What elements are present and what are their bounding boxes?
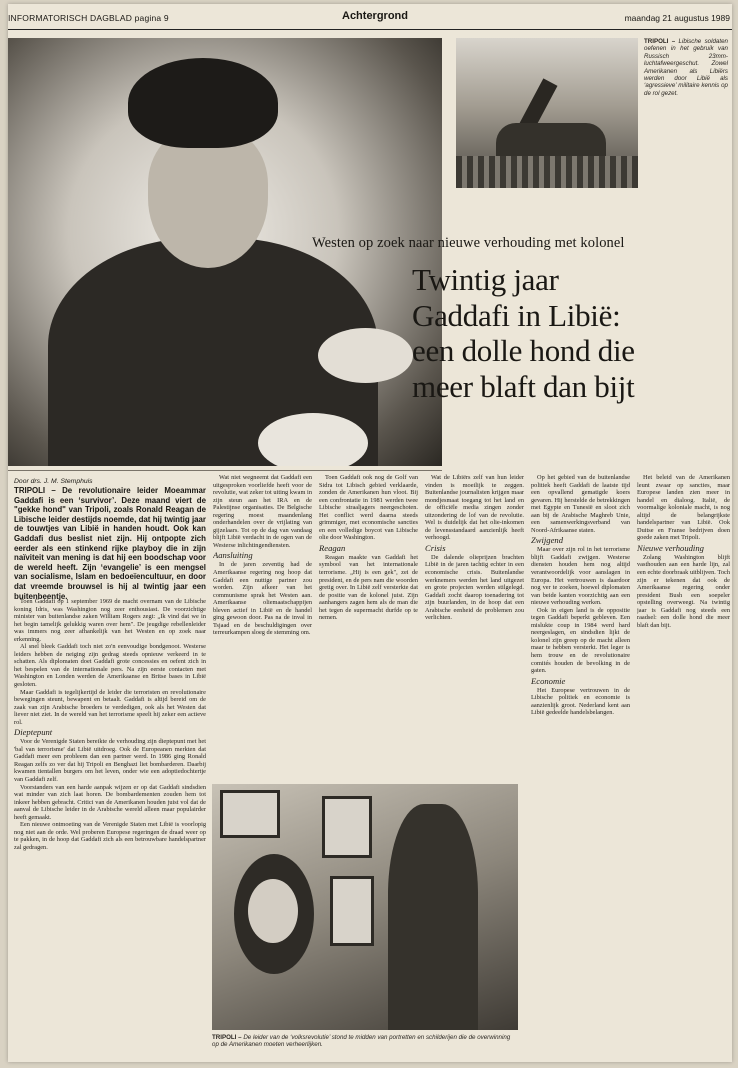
- article-subheadline: Westen op zoek naar nieuwe verhouding met kolonel: [312, 235, 625, 251]
- subheading-crisis: Crisis: [425, 542, 446, 553]
- newspaper-page: [8, 4, 732, 1062]
- subheading-aansluiting: Aansluiting: [213, 550, 253, 561]
- masthead-paper-name: INFORMATORISCH DAGBLAD pagina 9: [8, 13, 169, 23]
- room-photo-caption: TRIPOLI – De leider van de ‘volksrevolutie’ stond te midden van portretten en schilderijen die de overwinning op de Amerikanen moeten verheerlijken.: [212, 1034, 511, 1049]
- subheading-reagan: Reagan: [319, 542, 346, 553]
- article-lead: TRIPOLI – De revolutionaire leider Moeammar Gaddafi is een ‘survivor’. Deze maand viert de "gekke hond" van Tripoli, zoals Ronald Reagan de Libische leider destijds noemde, dat hij twintig jaar de touwtjes van Libië in handen houdt. Ook kan Gaddafi dus beslist niet zijn. Hij ontpopte zich eerder als een stinkend rijke playboy die in zijn naïviteit van mening is dat hij een boodschap voor de wereld heeft. Zijn ‘evangelie’ is een mengsel van socialisme, Islam en bedoeïencultuur, en door dat vreemde brouwsel is hij al twintig jaar een buitenbeentje.: [14, 486, 206, 601]
- column-6: Het beleid van de Amerikanen leunt zwaar op sancties, maar Europese landen zien meer in handel en dialoog. Italië, de voormalige koloniale macht, is nog altijd de belangrijkste handelspartner van Libië. Ook Duitse en Franse bedrijven doen goede zaken met Tripoli. Nieuwe verhouding Zolang Washington blijft vasthouden aan een harde lijn, zal een echte doorbraak uitblijven. Toch zijn er tekenen dat ook de Amerikaanse regering onder president Bush een soepeler opstelling overweegt. Na twintig jaar is Gaddafi nog steeds een raadsel: een dolle hond die meer blaft dan bijt.: [637, 474, 730, 629]
- subheading-nieuwe-verhouding: Nieuwe verhouding: [637, 542, 704, 553]
- column-5: Op het gebied van de buitenlandse politiek heeft Gaddafi de laatste tijd een opvallend gematigde koers gevaren. Hij herstelde de betrekkingen met Egypte en Tunesië en sloot zich aan bij de Arabische Maghreb Unie, een samenwerkingsverband van Noord-Afrikaanse staten. Zwijgend Maar over zijn rol in het terrorisme blijft Gaddafi zwijgen. Westerse diensten houden hem nog altijd verantwoordelijk voor aanslagen in Europa. Het vertrouwen is daardoor nog ver te zoeken, hoewel diplomaten van beide kanten voorzichtig aan een nieuwe verhouding werken. Ook in eigen land is de oppositie tegen Gaddafi beperkt gebleven. Een mislukte coup in 1984 werd hard neergeslagen, en sindsdien lijkt de kolonel zijn greep op de macht alleen maar te hebben versterkt. Het leger is hem trouw en de revolutionaire comités houden de bevolking in de gaten. Economie Het Europese vertrouwen in de Libische politiek en economie is aanzienlijk groot. Nederland kent aan Libië gedeelde handelsbelangen.: [531, 474, 630, 717]
- masthead: [8, 4, 732, 30]
- anti-aircraft-gun-photo: [456, 38, 638, 188]
- column-4: Wat de Libiërs zelf van hun leider vinden is moeilijk te zeggen. Buitenlandse journalisten krijgen maar mondjesmaat toegang tot het land en de officiële media zingen zonder uitzondering de lof van de revolutie. Wel is duidelijk dat het olie-inkomen de levensstandaard aanzienlijk heeft verhoogd. Crisis De dalende olieprijzen brachten Libië in de jaren tachtig echter in een economische crisis. Buitenlandse werknemers werden het land uitgezet en grote projecten werden stilgelegd. Gaddafi zocht daarop toenadering tot zijn buurlanden, in de hoop dat een Arabische eenheid de problemen zou verlichten.: [425, 474, 524, 622]
- byline: Door drs. J. M. Stemphuis: [14, 478, 93, 485]
- column-2: Wat niet wegneemt dat Gaddafi een uitgesproken voorliefde heeft voor de revolutie, wat zeker tot uiting kwam in zijn steun aan het IRA en de Palestijnse organisaties. De Belgische regering moest maandenlang onderhandelen over de vrijlating van gijzelaars. Tot op de dag van vandaag blijft Libië verdacht in de ogen van de Westerse inlichtingendiensten. Aansluiting In de jaren zeventig had de Amerikaanse regering nog hoop dat Gaddafi een nuttige partner zou worden. Zijn afkeer van het communisme sprak het Westen aan. Amerikaanse oliemaatschappijen bleven actief in Libië en de handel ging gewoon door. Pas na de inval in Tsjaad en de beschuldigingen over terreurkampen sloeg de stemming om.: [213, 474, 312, 637]
- gaddafi-in-room-photo: [212, 784, 518, 1030]
- subheading-economie: Economie: [531, 675, 566, 686]
- subheading-zwijgend: Zwijgend: [531, 535, 563, 546]
- divider: [8, 470, 442, 471]
- masthead-date: maandag 21 augustus 1989: [624, 13, 730, 23]
- article-headline: Twintig jaar Gaddafi in Libië: een dolle hond die meer blaft dan bijt: [412, 262, 635, 404]
- column-1: Toen Gaddafi op 1 september 1969 de macht overnam van de Libische koning Idris, was Washington nog zeer enthousiast. De voorzichtige minister van buitenlandse zaken William Rogers zegt: „Ik vind dat we in het begin tamelijk gelukkig waren over hem". De jeugdige rebellenleider was immers nog zeer afhankelijk van het Westen en op zoek naar erkenning. Al snel bleek Gaddafi toch niet zo'n eenvoudige bondgenoot. Westerse leiders hebben de neiging zijn gedrag steeds opnieuw verkeerd in te schatten. Als diplomaten doet Gaddafi grote concessies en oefent zich in het bespelen van de internationale pers. Na zijn eerste contacten met Washington en Londen werden de Amerikaanse en Britse bases in Libië gesloten. Maar Gaddafi is tegelijkertijd de leider die terroristen en revolutionaire bewegingen steunt, bewapent en betaalt. Gaddafi is altijd bereid om de zaak van zijn Arabische broeders te verdedigen, ook als het Westen dat liever niet ziet. In de wereld van het terrorisme speelt hij zeker een actieve rol. Dieptepunt Voor de Verenigde Staten bereikte de verhouding zijn dieptepunt met het 'bal van terrorisme' dat Libië uitdroeg. Ook de Europeanen merkten dat Gaddafi meer een probleem dan een partner werd. In 1986 ging Ronald Reagan zelfs zo ver dat hij Tripoli en Benghazi liet bombarderen. Daarbij kwamen tientallen burgers om het leven, onder wie een adoptiedochtertje van Gaddafi zelf. Voorstanders van een harde aanpak wijzen er op dat Gaddafi sindsdien wat minder van zich laat horen. De bombardementen zouden hem tot inkeer hebben gebracht. Critici van de Amerikanen houden juist vol dat de aanval de Libische leider in de Arabische wereld alleen maar populairder heeft gemaakt. Een nieuwe ontmoeting van de Verenigde Staten met Libië is voorlopig nog niet aan de orde. Wel proberen Europese regeringen de draad weer op te pakken, in de hoop dat Gaddafi zich als een betrouwbare handelspartner zal gedragen.: [14, 598, 206, 851]
- column-3: Toen Gaddafi ook nog de Golf van Sidra tot Libisch gebied verklaarde, zonden de Amerikanen hun vloot. Bij een confrontatie in 1981 werden twee Libische straaljagers neergeschoten. Het conflict werd daarna steeds grimmiger, met economische sancties en een volledige boycot van Libische olie door Washington. Reagan Reagan maakte van Gaddafi het symbool van het internationale terrorisme. „Hij is een gek", zei de president, en de pers nam die woorden gretig over. In Libië zelf versterkte dat de positie van de kolonel juist. Zijn aanhangers zagen hem als de man die het tegen de supermacht durfde op te nemen.: [319, 474, 418, 622]
- gaddafi-portrait-photo: [8, 38, 442, 466]
- masthead-section: Achtergrond: [342, 10, 408, 22]
- tank-photo-caption: TRIPOLI – Libische soldaten oefenen in het gebruik van Russisch 23mm-luchtafweergeschut. Zowel Amerikanen als Libiërs werden door Libië als ‘agressieve’ militaire kennis op de rol gezet.: [644, 38, 728, 97]
- subheading-dieptepunt: Dieptepunt: [14, 727, 53, 738]
